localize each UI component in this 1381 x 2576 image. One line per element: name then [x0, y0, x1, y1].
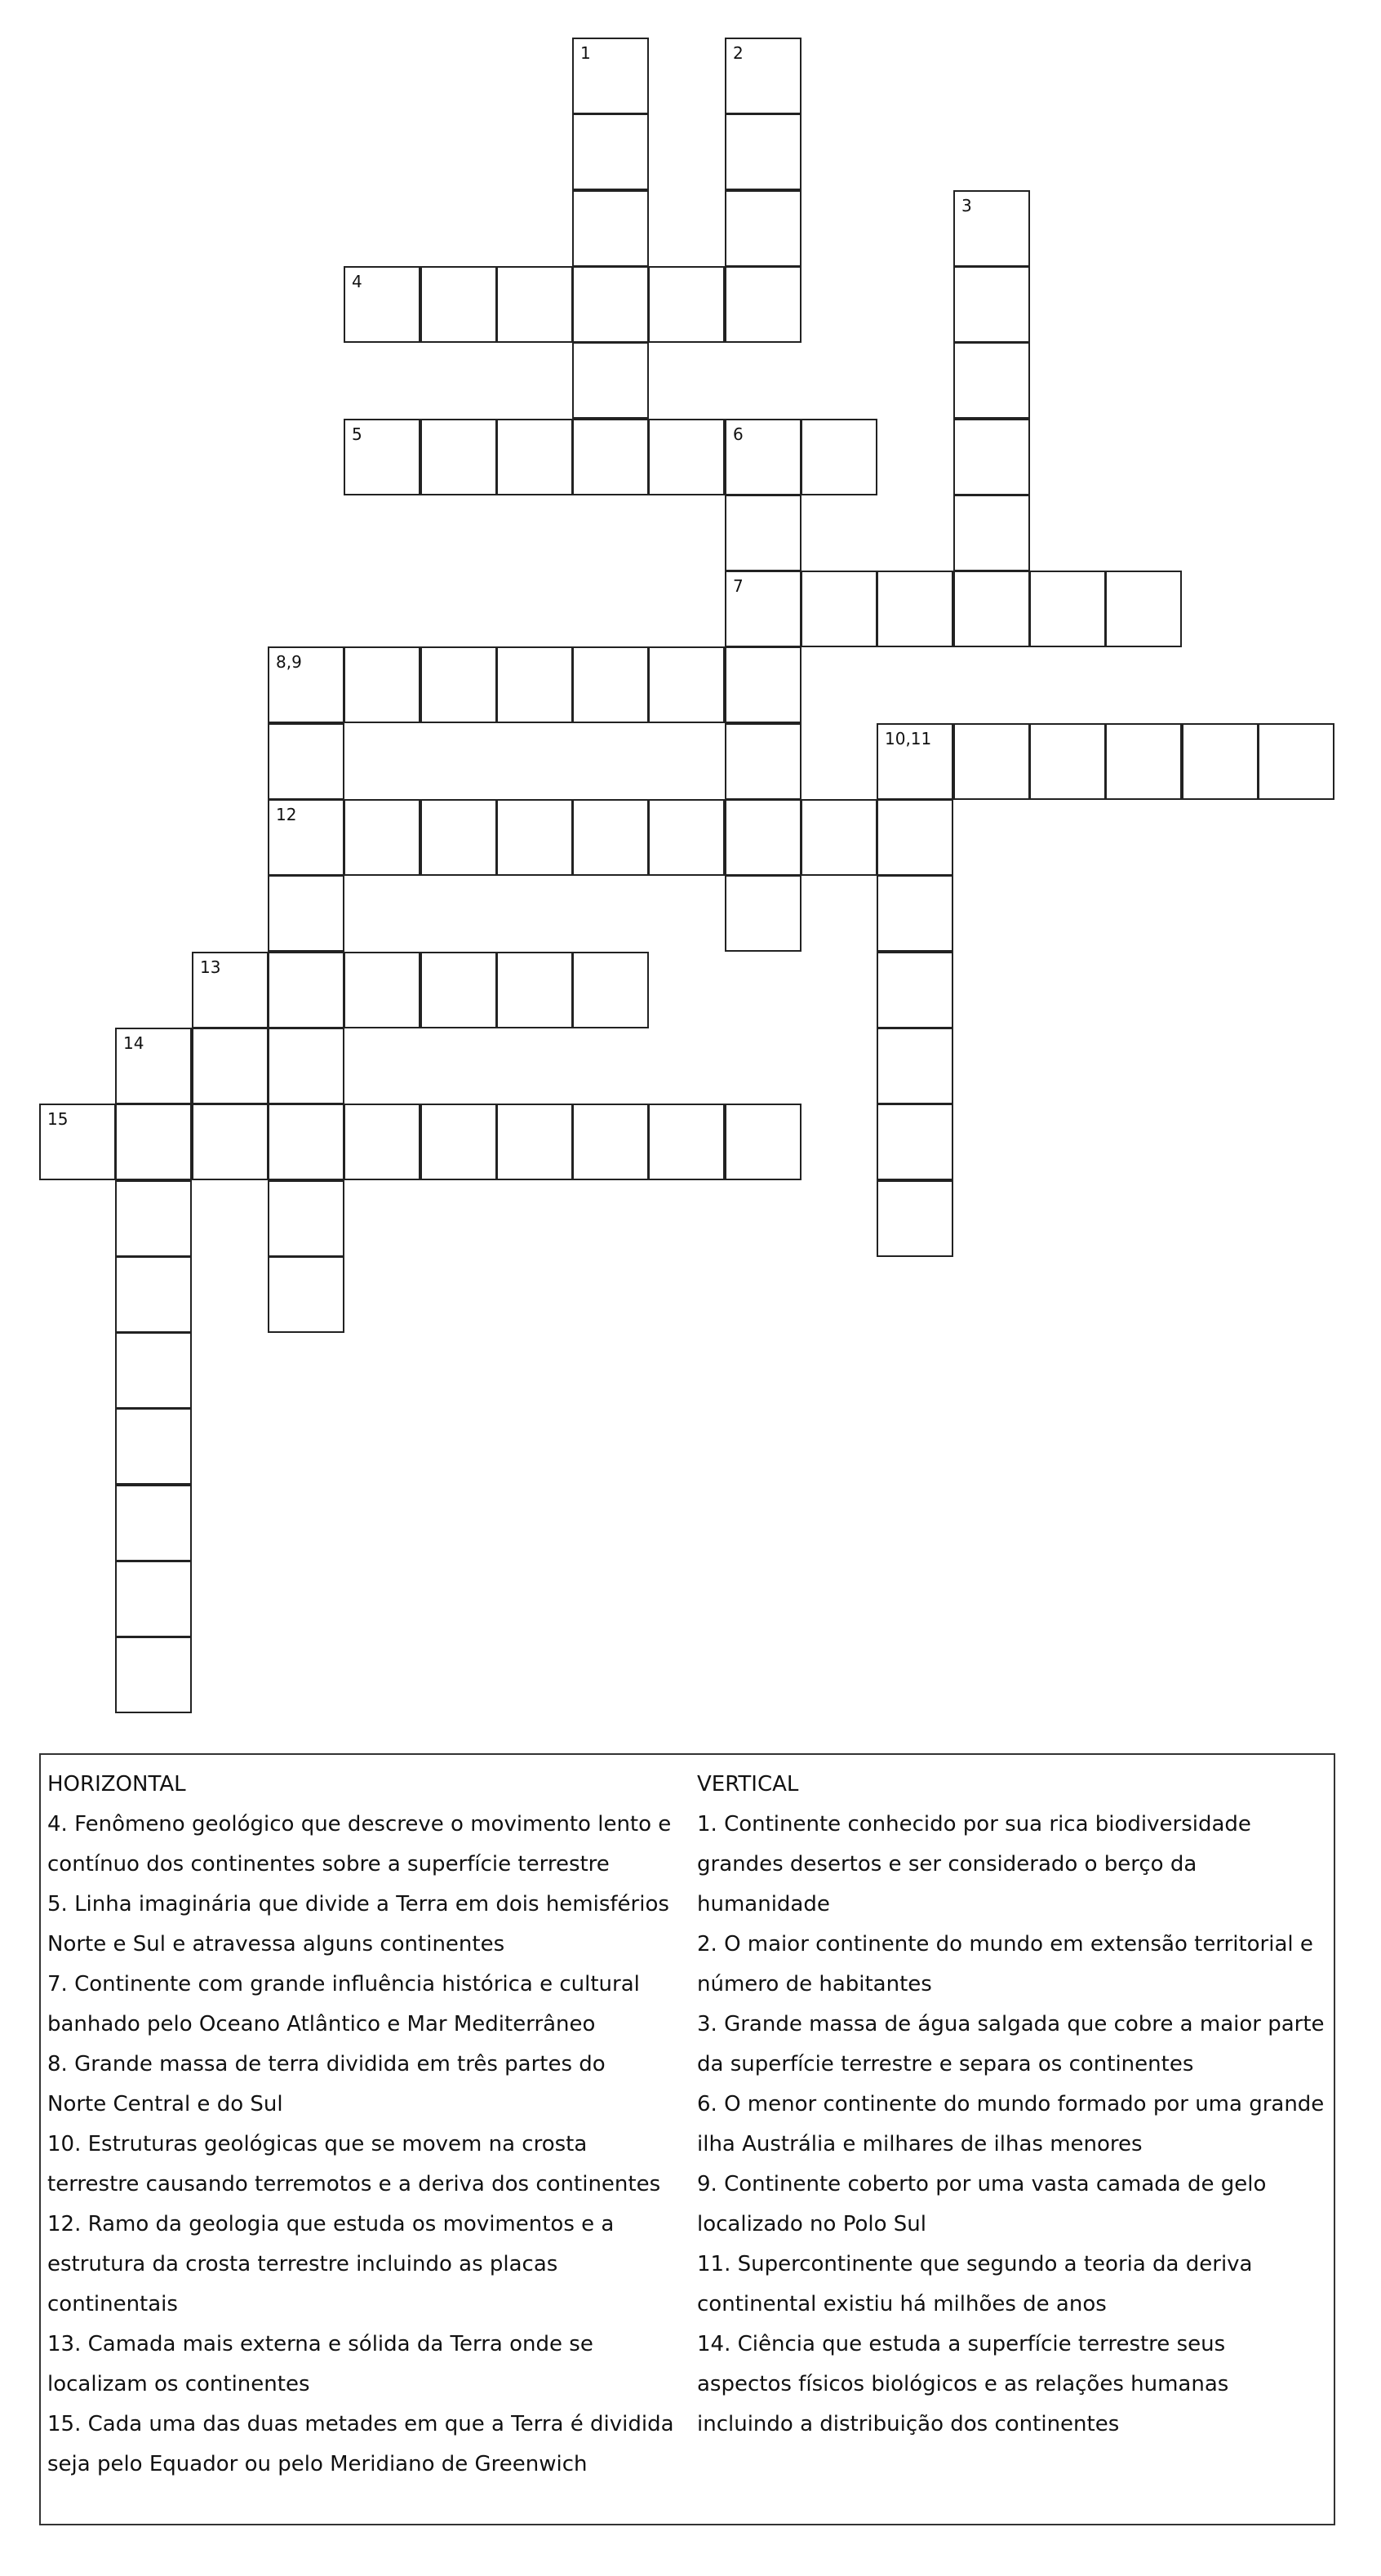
grid-cell[interactable]: [725, 799, 802, 876]
grid-cell[interactable]: [1029, 723, 1106, 800]
clue-line: 13. Camada mais externa e sólida da Terra onde se: [47, 2332, 593, 2356]
grid-cell[interactable]: [268, 1256, 344, 1333]
grid-cell[interactable]: [725, 38, 802, 114]
vertical-title: VERTICAL: [697, 1772, 799, 1797]
grid-cell[interactable]: [801, 799, 877, 876]
clue-number: 7: [733, 576, 744, 596]
grid-cell[interactable]: [344, 952, 420, 1028]
grid-cell[interactable]: [420, 419, 497, 495]
grid-cell[interactable]: [496, 646, 573, 723]
grid-cell[interactable]: [268, 1028, 344, 1104]
grid-cell[interactable]: [268, 875, 344, 952]
clue-line: contínuo dos continentes sobre a superfície terrestre: [47, 1852, 610, 1876]
grid-cell[interactable]: [725, 495, 802, 571]
grid-cell[interactable]: [420, 799, 497, 876]
grid-cell[interactable]: [344, 799, 420, 876]
clue-line: localizam os continentes: [47, 2372, 310, 2396]
clue-line: 14. Ciência que estuda a superfície terrestre seus: [697, 2332, 1226, 2356]
grid-cell[interactable]: [953, 723, 1030, 800]
grid-cell[interactable]: [572, 799, 649, 876]
clue-line: localizado no Polo Sul: [697, 2212, 926, 2236]
clue-line: 2. O maior continente do mundo em extensão territorial e: [697, 1932, 1313, 1956]
horizontal-clues: [47, 1765, 692, 2485]
clue-line: grandes desertos e ser considerado o berço da: [697, 1852, 1197, 1876]
grid-cell[interactable]: [192, 1028, 269, 1104]
grid-cell[interactable]: [1105, 571, 1182, 647]
grid-cell[interactable]: [648, 1104, 725, 1180]
vertical-clues: [697, 1765, 1334, 2445]
clue-line: humanidade: [697, 1892, 830, 1916]
grid-cell[interactable]: [725, 113, 802, 190]
grid-cell[interactable]: [725, 571, 802, 647]
grid-cell[interactable]: [953, 266, 1030, 343]
clue-line: Norte Central e do Sul: [47, 2092, 283, 2116]
clue-line: terrestre causando terremotos e a deriva dos continentes: [47, 2172, 661, 2196]
clue-line: ilha Austrália e milhares de ilhas menores: [697, 2132, 1143, 2156]
grid-cell[interactable]: [115, 1104, 192, 1180]
grid-cell[interactable]: [877, 723, 953, 800]
grid-cell[interactable]: [725, 1104, 802, 1180]
grid-cell[interactable]: [1105, 723, 1182, 800]
clue-line: 15. Cada uma das duas metades em que a Terra é dividida: [47, 2412, 674, 2436]
clue-number: 10,11: [885, 729, 932, 748]
grid-cell[interactable]: [192, 1104, 269, 1180]
grid-cell[interactable]: [725, 646, 802, 723]
grid-cell[interactable]: [572, 952, 649, 1028]
grid-cell[interactable]: [725, 419, 802, 495]
grid-cell[interactable]: [496, 1104, 573, 1180]
clue-line: da superfície terrestre e separa os continentes: [697, 2052, 1194, 2076]
grid-cell[interactable]: [572, 646, 649, 723]
clue-number: 8,9: [276, 652, 302, 672]
grid-cell[interactable]: [268, 1104, 344, 1180]
clue-number: 3: [961, 196, 972, 215]
grid-cell[interactable]: [344, 266, 420, 343]
clue-line: 10. Estruturas geológicas que se movem na crosta: [47, 2132, 588, 2156]
grid-cell[interactable]: [496, 419, 573, 495]
grid-cell[interactable]: [953, 342, 1030, 419]
clue-line: incluindo a distribuição dos continentes: [697, 2412, 1120, 2436]
grid-cell[interactable]: [115, 1561, 192, 1637]
clue-line: 5. Linha imaginária que divide a Terra em dois hemisférios: [47, 1892, 669, 1916]
grid-cell[interactable]: [572, 190, 649, 267]
clue-line: estrutura da crosta terrestre incluindo as placas: [47, 2252, 558, 2276]
clue-line: Norte e Sul e atravessa alguns continentes: [47, 1932, 505, 1956]
grid-cell[interactable]: [877, 952, 953, 1028]
grid-cell[interactable]: [572, 266, 649, 343]
clue-line: 6. O menor continente do mundo formado por uma grande: [697, 2092, 1325, 2116]
grid-cell[interactable]: [877, 1028, 953, 1104]
grid-cell[interactable]: [268, 1180, 344, 1257]
grid-cell[interactable]: [115, 1180, 192, 1257]
grid-cell[interactable]: [268, 799, 344, 876]
grid-cell[interactable]: [1258, 723, 1334, 800]
clue-number: 12: [276, 805, 297, 824]
grid-cell[interactable]: [268, 646, 344, 723]
grid-cell[interactable]: [572, 113, 649, 190]
grid-cell[interactable]: [572, 342, 649, 419]
grid-cell[interactable]: [115, 1256, 192, 1333]
grid-cell[interactable]: [953, 190, 1030, 267]
grid-cell[interactable]: [572, 38, 649, 114]
grid-cell[interactable]: [877, 1104, 953, 1180]
horizontal-title: HORIZONTAL: [47, 1772, 186, 1797]
clue-line: aspectos físicos biológicos e as relações humanas: [697, 2372, 1229, 2396]
grid-cell[interactable]: [648, 799, 725, 876]
clue-line: 9. Continente coberto por uma vasta camada de gelo: [697, 2172, 1267, 2196]
grid-cell[interactable]: [953, 419, 1030, 495]
grid-cell[interactable]: [953, 571, 1030, 647]
clue-line: banhado pelo Oceano Atlântico e Mar Mediterrâneo: [47, 2012, 596, 2036]
grid-cell[interactable]: [801, 571, 877, 647]
clue-line: 7. Continente com grande influência histórica e cultural: [47, 1972, 640, 1996]
grid-cell[interactable]: [344, 419, 420, 495]
grid-cell[interactable]: [725, 266, 802, 343]
clue-number: 2: [733, 43, 744, 63]
grid-cell[interactable]: [115, 1408, 192, 1485]
grid-cell[interactable]: [725, 723, 802, 800]
clue-line: 11. Supercontinente que segundo a teoria da deriva: [697, 2252, 1253, 2276]
grid-cell[interactable]: [420, 952, 497, 1028]
clues-box: [39, 1753, 1335, 2525]
grid-cell[interactable]: [877, 799, 953, 876]
grid-cell[interactable]: [648, 646, 725, 723]
clue-number: 14: [123, 1033, 144, 1053]
grid-cell[interactable]: [420, 646, 497, 723]
grid-cell[interactable]: [496, 952, 573, 1028]
grid-cell[interactable]: [725, 190, 802, 267]
grid-cell[interactable]: [344, 646, 420, 723]
grid-cell[interactable]: [1182, 723, 1259, 800]
grid-cell[interactable]: [648, 266, 725, 343]
grid-cell[interactable]: [496, 266, 573, 343]
grid-cell[interactable]: [420, 266, 497, 343]
grid-cell[interactable]: [115, 1637, 192, 1713]
clue-number: 1: [580, 43, 591, 63]
grid-cell[interactable]: [420, 1104, 497, 1180]
grid-cell[interactable]: [953, 495, 1030, 571]
grid-cell[interactable]: [877, 571, 953, 647]
clue-line: número de habitantes: [697, 1972, 932, 1996]
grid-cell[interactable]: [877, 1180, 953, 1257]
grid-cell[interactable]: [648, 419, 725, 495]
clue-line: seja pelo Equador ou pelo Meridiano de Greenwich: [47, 2452, 588, 2476]
grid-cell[interactable]: [572, 419, 649, 495]
grid-cell[interactable]: [725, 875, 802, 952]
grid-cell[interactable]: [344, 1104, 420, 1180]
clue-number: 6: [733, 424, 744, 444]
grid-cell[interactable]: [496, 799, 573, 876]
grid-cell[interactable]: [877, 875, 953, 952]
clue-line: 12. Ramo da geologia que estuda os movimentos e a: [47, 2212, 615, 2236]
clue-number: 5: [352, 424, 362, 444]
grid-cell[interactable]: [115, 1332, 192, 1409]
clue-number: 13: [200, 957, 221, 977]
clue-line: 4. Fenômeno geológico que descreve o movimento lento e: [47, 1812, 672, 1837]
clue-line: continentais: [47, 2292, 178, 2316]
grid-cell[interactable]: [39, 1104, 116, 1180]
grid-cell[interactable]: [572, 1104, 649, 1180]
clue-line: 1. Continente conhecido por sua rica biodiversidade: [697, 1812, 1251, 1837]
grid-cell[interactable]: [115, 1028, 192, 1104]
clue-line: 3. Grande massa de água salgada que cobre a maior parte: [697, 2012, 1325, 2036]
grid-cell[interactable]: [268, 952, 344, 1028]
clue-line: continental existiu há milhões de anos: [697, 2292, 1107, 2316]
grid-cell[interactable]: [115, 1485, 192, 1561]
grid-cell[interactable]: [1029, 571, 1106, 647]
clue-line: 8. Grande massa de terra dividida em três partes do: [47, 2052, 606, 2076]
grid-cell[interactable]: [801, 419, 877, 495]
clue-number: 4: [352, 272, 362, 291]
grid-cell[interactable]: [192, 952, 269, 1028]
clue-number: 15: [47, 1109, 69, 1129]
grid-cell[interactable]: [268, 723, 344, 800]
